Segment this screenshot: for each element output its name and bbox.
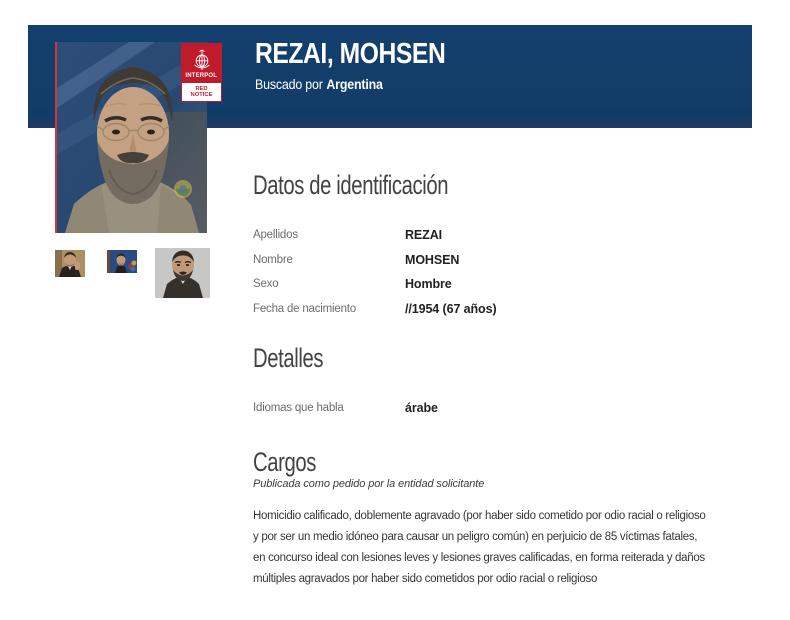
identification-fields [253,223,713,321]
field-row-fecha-nacimiento [253,297,713,322]
field-value: MOHSEN [405,252,460,267]
details-fields [253,396,713,421]
field-row-idiomas [253,396,713,421]
thumb-2-image [107,250,137,273]
red-notice-badge [181,43,222,102]
field-value: //1954 (67 años) [405,301,497,316]
wanted-photo-thumb-2[interactable] [107,250,137,273]
badge-notice-line2: NOTICE [190,92,213,99]
field-value: REZAI [405,228,443,243]
red-notice-badge-top [181,43,222,83]
field-label: Apellidos [253,229,298,242]
wanted-by-line [255,77,383,92]
field-label: Idiomas que habla [253,402,344,415]
thumb-3-image [155,248,210,298]
charges-description: Homicidio calificado, doblemente agravado (por haber sido cometido por odio racial o religioso y por ser un medio idóneo para causar un peligro común) en perjuicio de 85 víctimas fatales, en concurso ideal con lesiones leves y lesiones graves calificadas, en forma reiterada y daños múltiples agravados por haber sido cometidos por odio racial o religioso [253,510,706,585]
thumb-1-image [55,250,85,277]
field-value: árabe [405,401,438,416]
section-title-charges: Cargos [253,447,317,477]
charges-publication-note: Publicada como pedido por la entidad solicitante [253,478,485,490]
red-notice-badge-label [181,83,222,102]
wanted-photo-thumb-1[interactable] [55,250,85,277]
wanted-by-country: Argentina [326,77,383,92]
field-row-apellidos [253,223,713,248]
wanted-person-name: REZAI, MOHSEN [255,38,446,70]
field-value: Hombre [405,277,452,292]
section-title-details: Detalles [253,343,324,373]
field-row-sexo [253,272,713,297]
field-label: Sexo [253,278,279,291]
field-label: Nombre [253,253,293,266]
badge-org-label: INTERPOL [185,72,218,79]
field-row-nombre [253,248,713,273]
field-label: Fecha de nacimiento [253,302,356,315]
wanted-by-prefix: Buscado por [255,77,323,92]
interpol-emblem-icon [192,49,212,71]
wanted-photo-thumb-3[interactable] [155,248,210,298]
section-title-identification: Datos de identificación [253,170,449,200]
badge-notice-line1: RED [195,85,208,92]
